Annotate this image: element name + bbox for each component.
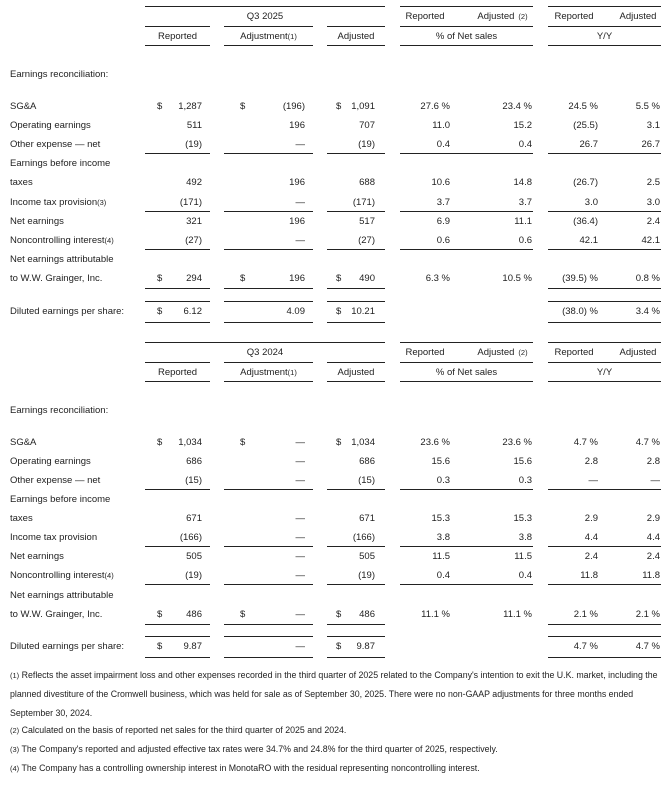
adjustment-value: — [295, 235, 305, 246]
row-label-text: SG&A [10, 101, 37, 112]
pct-adjusted-value: 11.5 [514, 551, 532, 562]
yy-adjusted-value: — [650, 475, 660, 486]
reported-value: 294 [186, 273, 202, 284]
pct-of-net-sales-header: % of Net sales [435, 31, 498, 42]
yy-adjusted-value: 4.4 [646, 532, 660, 543]
header-rule [224, 381, 313, 382]
eps-rule [224, 322, 313, 323]
pct-reported-value: 6.9 [436, 216, 450, 227]
yy-reported-value: (25.5) [573, 120, 598, 131]
eps-yy-reported-value: (38.0) % [562, 306, 598, 317]
adjustment-value: — [295, 437, 305, 448]
reported-value: (15) [185, 475, 202, 486]
pct-adjusted-value: 0.6 [518, 235, 532, 246]
yy-adjusted-value: 2.4 [646, 216, 660, 227]
yy-reported-value: 2.8 [584, 456, 598, 467]
header-rule [327, 26, 385, 27]
header-rule [224, 45, 313, 46]
adjusted-value: 490 [359, 273, 375, 284]
yy-adjusted-value: 2.5 [646, 177, 660, 188]
adjustment-value: — [295, 609, 305, 620]
pct-adjusted-value: 0.3 [518, 475, 532, 486]
footnote-3 [10, 740, 665, 759]
yy-adjusted-value: 4.7 % [635, 437, 660, 448]
pct-adjusted-value: 23.4 % [502, 101, 532, 112]
adjustment-value: (196) [282, 101, 305, 112]
eps-rule [145, 657, 210, 658]
yy-header: Y/Y [596, 31, 613, 42]
adjustment-value: 196 [289, 216, 305, 227]
eps-rule [145, 322, 210, 323]
row-rule [224, 624, 313, 625]
row-label-text: Noncontrolling interest [10, 235, 105, 246]
pct-adjusted-note: (2) [518, 12, 528, 21]
row-rule [327, 249, 385, 250]
header-rule [548, 26, 661, 27]
header-rule [145, 362, 210, 363]
adjusted-value: 1,034 [351, 437, 375, 448]
currency-symbol: $ [336, 641, 342, 652]
eps-yy-adjusted-value: 3.4 % [635, 306, 660, 317]
pct-adjusted-label: Adjusted [477, 11, 515, 22]
header-rule [145, 381, 210, 382]
row-label-continued: taxes [10, 177, 33, 188]
header-rule [224, 26, 313, 27]
row-rule [224, 211, 313, 212]
yy-adjusted-value: 2.4 [646, 551, 660, 562]
yy-reported-value: 24.5 % [568, 101, 598, 112]
adjustment-note: (1) [287, 32, 297, 41]
yy-reported-value: 11.8 [580, 570, 598, 581]
eps-yy-adjusted-value: 4.7 % [635, 641, 660, 652]
footnote-4 [10, 759, 665, 778]
header-rule [145, 26, 210, 27]
adjusted-value: 505 [359, 551, 375, 562]
yy-reported-header: Reported [554, 347, 594, 358]
adjustment-header [224, 31, 313, 43]
footnote-number: (1) [10, 671, 20, 680]
pct-of-net-sales-header: % of Net sales [435, 367, 498, 378]
pct-adjusted-value: 23.6 % [502, 437, 532, 448]
currency-symbol: $ [157, 273, 163, 284]
adjusted-value: (19) [358, 139, 375, 150]
pct-adjusted-value: 11.1 % [503, 609, 532, 620]
pct-reported-value: 27.6 % [420, 101, 450, 112]
row-rule [400, 153, 533, 154]
row-rule [327, 211, 385, 212]
yy-reported-value: (26.7) [573, 177, 598, 188]
adjusted-value: (171) [352, 197, 375, 208]
row-rule [145, 489, 210, 490]
adjusted-value: (27) [358, 235, 375, 246]
yy-reported-value: 2.9 [584, 513, 598, 524]
row-rule [327, 624, 385, 625]
row-label-text: Other expense — net [10, 139, 101, 150]
currency-symbol: $ [157, 437, 163, 448]
row-rule [548, 153, 661, 154]
eps-rule [327, 657, 385, 658]
header-rule [327, 381, 385, 382]
adjustment-value: — [295, 475, 305, 486]
currency-symbol: $ [157, 609, 163, 620]
adjusted-value: 688 [359, 177, 375, 188]
header-rule [145, 342, 385, 343]
footnote-text: Reflects the asset impairment loss and other expenses recorded in the third quarter of 2025 related to the Company's intention to exit the U.K. market, including the planned divestiture of the Cromwell business, which was held for sale as of September 30, 2025. There were no non-GAAP adjustments for three months ended September 30, 2024. [10, 670, 658, 718]
row-rule [400, 546, 533, 547]
adjusted-value: (166) [352, 532, 375, 543]
reported-value: (166) [179, 532, 202, 543]
header-rule [548, 45, 661, 46]
adjustment-header [224, 367, 313, 379]
adjustment-value: 196 [289, 177, 305, 188]
reported-value: 1,034 [178, 437, 202, 448]
row-rule [224, 153, 313, 154]
pct-adjusted-value: 15.2 [513, 120, 532, 131]
adjusted-value: (19) [358, 570, 375, 581]
eps-label: Diluted earnings per share: [10, 641, 125, 652]
adjusted-value: 686 [359, 456, 375, 467]
header-rule [548, 342, 661, 343]
eps-adjustment-value: — [295, 641, 305, 652]
header-rule [400, 381, 533, 382]
row-rule [224, 489, 313, 490]
yy-adjusted-value: 42.1 [641, 235, 660, 246]
adjustment-value: 196 [289, 120, 305, 131]
currency-symbol: $ [240, 609, 246, 620]
pct-reported-header: Reported [405, 347, 445, 358]
header-rule [224, 362, 313, 363]
row-rule [145, 249, 210, 250]
reported-value: (27) [185, 235, 202, 246]
pct-adjusted-value: 10.5 % [502, 273, 532, 284]
pct-adjusted-value: 3.7 [518, 197, 532, 208]
row-rule [224, 249, 313, 250]
adjustment-note: (1) [287, 368, 297, 377]
row-rule [327, 584, 385, 585]
reported-value: 321 [186, 216, 202, 227]
header-rule [548, 6, 661, 7]
row-label-text: Noncontrolling interest [10, 570, 105, 581]
header-rule [548, 362, 661, 363]
row-rule [548, 249, 661, 250]
row-label-text: Operating earnings [10, 120, 91, 131]
pct-adjusted-value: 15.3 [513, 513, 532, 524]
footnote-1 [10, 666, 665, 723]
pct-reported-value: 0.6 [436, 235, 450, 246]
row-rule [145, 624, 210, 625]
row-label-continued: taxes [10, 513, 33, 524]
yy-reported-value: — [588, 475, 598, 486]
yy-adjusted-value: 5.5 % [635, 101, 660, 112]
row-label: Net earnings attributable [10, 590, 114, 601]
pct-reported-value: 0.3 [436, 475, 450, 486]
section-label: Earnings reconciliation: [10, 405, 109, 416]
eps-rule [327, 301, 385, 302]
yy-reported-value: 2.1 % [573, 609, 598, 620]
currency-symbol: $ [336, 306, 342, 317]
eps-rule [548, 657, 661, 658]
yy-adjusted-value: 11.8 [642, 570, 660, 581]
adjustment-value: — [295, 532, 305, 543]
row-label: Earnings before income [10, 158, 111, 169]
reported-header: Reported [157, 367, 198, 378]
row-rule [145, 584, 210, 585]
pct-reported-value: 6.3 % [425, 273, 450, 284]
pct-reported-value: 15.3 [431, 513, 450, 524]
yy-adjusted-value: 0.8 % [635, 273, 660, 284]
adjustment-label: Adjustment [240, 367, 288, 378]
row-rule [400, 211, 533, 212]
header-rule [327, 362, 385, 363]
adjustment-label: Adjustment [240, 31, 288, 42]
period-header: Q3 2025 [246, 11, 284, 22]
header-rule [400, 342, 533, 343]
eps-reported-value: 6.12 [183, 306, 202, 317]
pct-reported-value: 0.4 [436, 570, 450, 581]
row-label-note: (4) [104, 571, 114, 580]
adjusted-header: Adjusted [337, 31, 375, 42]
yy-adjusted-value: 3.1 [646, 120, 660, 131]
pct-adjusted-note: (2) [518, 348, 528, 357]
header-rule [327, 45, 385, 46]
footnote-number: (2) [10, 726, 20, 735]
pct-adjusted-value: 0.4 [518, 570, 532, 581]
row-rule [145, 153, 210, 154]
footnote-number: (4) [10, 764, 20, 773]
eps-rule [145, 301, 210, 302]
yy-adjusted-value: 26.7 [641, 139, 660, 150]
row-label-text: Net earnings [10, 551, 64, 562]
row-rule [400, 249, 533, 250]
yy-reported-value: (39.5) % [562, 273, 598, 284]
eps-rule [224, 657, 313, 658]
adjusted-value: (15) [358, 475, 375, 486]
row-rule [145, 211, 210, 212]
yy-adjusted-value: 3.0 [646, 197, 660, 208]
adjusted-value: 707 [359, 120, 375, 131]
reported-value: (19) [185, 570, 202, 581]
eps-adjusted-value: 9.87 [356, 641, 375, 652]
eps-rule [548, 636, 661, 637]
currency-symbol: $ [240, 101, 246, 112]
adjustment-value: — [295, 456, 305, 467]
adjustment-value: 196 [289, 273, 305, 284]
pct-adjusted-value: 3.8 [518, 532, 532, 543]
row-rule [224, 546, 313, 547]
currency-symbol: $ [240, 273, 246, 284]
yy-reported-value: 26.7 [579, 139, 598, 150]
pct-reported-value: 11.5 [432, 551, 450, 562]
eps-rule [145, 636, 210, 637]
pct-adjusted-header [460, 347, 545, 359]
row-label-continued: to W.W. Grainger, Inc. [10, 609, 103, 620]
currency-symbol: $ [336, 609, 342, 620]
period-header: Q3 2024 [246, 347, 284, 358]
reported-value: 511 [186, 120, 202, 131]
pct-adjusted-value: 14.8 [513, 177, 532, 188]
header-rule [145, 6, 385, 7]
adjusted-value: 517 [359, 216, 375, 227]
row-rule [400, 584, 533, 585]
yy-reported-value: 4.4 [584, 532, 598, 543]
eps-rule [224, 636, 313, 637]
header-rule [400, 45, 533, 46]
yy-reported-value: 42.1 [579, 235, 598, 246]
pct-reported-value: 3.7 [436, 197, 450, 208]
row-label-text: Operating earnings [10, 456, 91, 467]
row-label-text: Income tax provision [10, 197, 98, 208]
reported-value: 671 [186, 513, 202, 524]
yy-reported-value: (36.4) [573, 216, 598, 227]
row-label-text: Net earnings [10, 216, 64, 227]
row-rule [145, 546, 210, 547]
yy-reported-value: 2.4 [584, 551, 598, 562]
pct-reported-value: 23.6 % [420, 437, 450, 448]
yy-adjusted-value: 2.9 [646, 513, 660, 524]
footnote-number: (3) [10, 745, 20, 754]
reported-header: Reported [157, 31, 198, 42]
yy-adjusted-header: Adjusted [619, 11, 657, 22]
adjusted-value: 1,091 [351, 101, 375, 112]
yy-adjusted-value: 2.8 [646, 456, 660, 467]
adjusted-header: Adjusted [337, 367, 375, 378]
header-rule [145, 45, 210, 46]
eps-rule [224, 301, 313, 302]
row-rule [548, 546, 661, 547]
pct-adjusted-header [460, 11, 545, 23]
row-label: Net earnings attributable [10, 254, 114, 265]
row-label-continued: to W.W. Grainger, Inc. [10, 273, 103, 284]
pct-reported-value: 3.8 [436, 532, 450, 543]
reported-value: (19) [185, 139, 202, 150]
row-label-note: (4) [104, 236, 114, 245]
currency-symbol: $ [157, 101, 163, 112]
yy-reported-header: Reported [554, 11, 594, 22]
currency-symbol: $ [157, 306, 163, 317]
footnote-text: The Company's reported and adjusted effective tax rates were 34.7% and 24.8% for the third quarter of 2025, respectively. [21, 744, 498, 754]
row-rule [548, 584, 661, 585]
row-rule [548, 211, 661, 212]
row-rule [224, 584, 313, 585]
row-rule [327, 489, 385, 490]
yy-adjusted-header: Adjusted [619, 347, 657, 358]
eps-yy-reported-value: 4.7 % [573, 641, 598, 652]
eps-rule [548, 322, 661, 323]
yy-adjusted-value: 2.1 % [635, 609, 660, 620]
pct-reported-value: 11.0 [432, 120, 450, 131]
reported-value: (171) [179, 197, 202, 208]
pct-adjusted-value: 15.6 [513, 456, 532, 467]
pct-reported-value: 11.1 % [421, 609, 450, 620]
currency-symbol: $ [240, 437, 246, 448]
footnote-2 [10, 721, 665, 740]
reported-value: 1,287 [178, 101, 202, 112]
row-rule [224, 288, 313, 289]
row-rule [327, 153, 385, 154]
currency-symbol: $ [157, 641, 163, 652]
adjustment-value: — [295, 197, 305, 208]
yy-reported-value: 3.0 [584, 197, 598, 208]
currency-symbol: $ [336, 437, 342, 448]
header-rule [400, 6, 533, 7]
adjustment-value: — [295, 139, 305, 150]
reported-value: 686 [186, 456, 202, 467]
section-label: Earnings reconciliation: [10, 69, 109, 80]
pct-reported-value: 0.4 [436, 139, 450, 150]
eps-rule [327, 322, 385, 323]
eps-reported-value: 9.87 [183, 641, 202, 652]
eps-adjustment-value: 4.09 [286, 306, 305, 317]
row-label: Earnings before income [10, 494, 111, 505]
pct-adjusted-label: Adjusted [477, 347, 515, 358]
row-label-note: (3) [97, 198, 107, 207]
adjustment-value: — [295, 551, 305, 562]
currency-symbol: $ [336, 273, 342, 284]
pct-reported-header: Reported [405, 11, 445, 22]
row-rule [327, 288, 385, 289]
row-rule [548, 624, 661, 625]
footnote-text: The Company has a controlling ownership interest in MonotaRO with the residual representing noncontrolling interest. [21, 763, 480, 773]
pct-adjusted-value: 0.4 [518, 139, 532, 150]
row-rule [548, 489, 661, 490]
header-rule [400, 362, 533, 363]
row-label-text: Income tax provision [10, 532, 98, 543]
pct-adjusted-value: 11.1 [514, 216, 532, 227]
currency-symbol: $ [336, 101, 342, 112]
adjusted-value: 671 [359, 513, 375, 524]
row-rule [548, 288, 661, 289]
row-rule [327, 546, 385, 547]
reported-value: 492 [186, 177, 202, 188]
footnote-text: Calculated on the basis of reported net sales for the third quarter of 2025 and 2024. [21, 725, 347, 735]
header-rule [400, 26, 533, 27]
row-rule [145, 288, 210, 289]
adjusted-value: 486 [359, 609, 375, 620]
reported-value: 486 [186, 609, 202, 620]
adjustment-value: — [295, 570, 305, 581]
reported-value: 505 [186, 551, 202, 562]
eps-rule [327, 636, 385, 637]
pct-reported-value: 15.6 [431, 456, 450, 467]
eps-rule [548, 301, 661, 302]
eps-adjusted-value: 10.21 [351, 306, 375, 317]
header-rule [548, 381, 661, 382]
yy-header: Y/Y [596, 367, 613, 378]
adjustment-value: — [295, 513, 305, 524]
row-label-text: SG&A [10, 437, 37, 448]
row-rule [400, 489, 533, 490]
yy-reported-value: 4.7 % [573, 437, 598, 448]
pct-reported-value: 10.6 [431, 177, 450, 188]
row-label-text: Other expense — net [10, 475, 101, 486]
eps-label: Diluted earnings per share: [10, 306, 125, 317]
